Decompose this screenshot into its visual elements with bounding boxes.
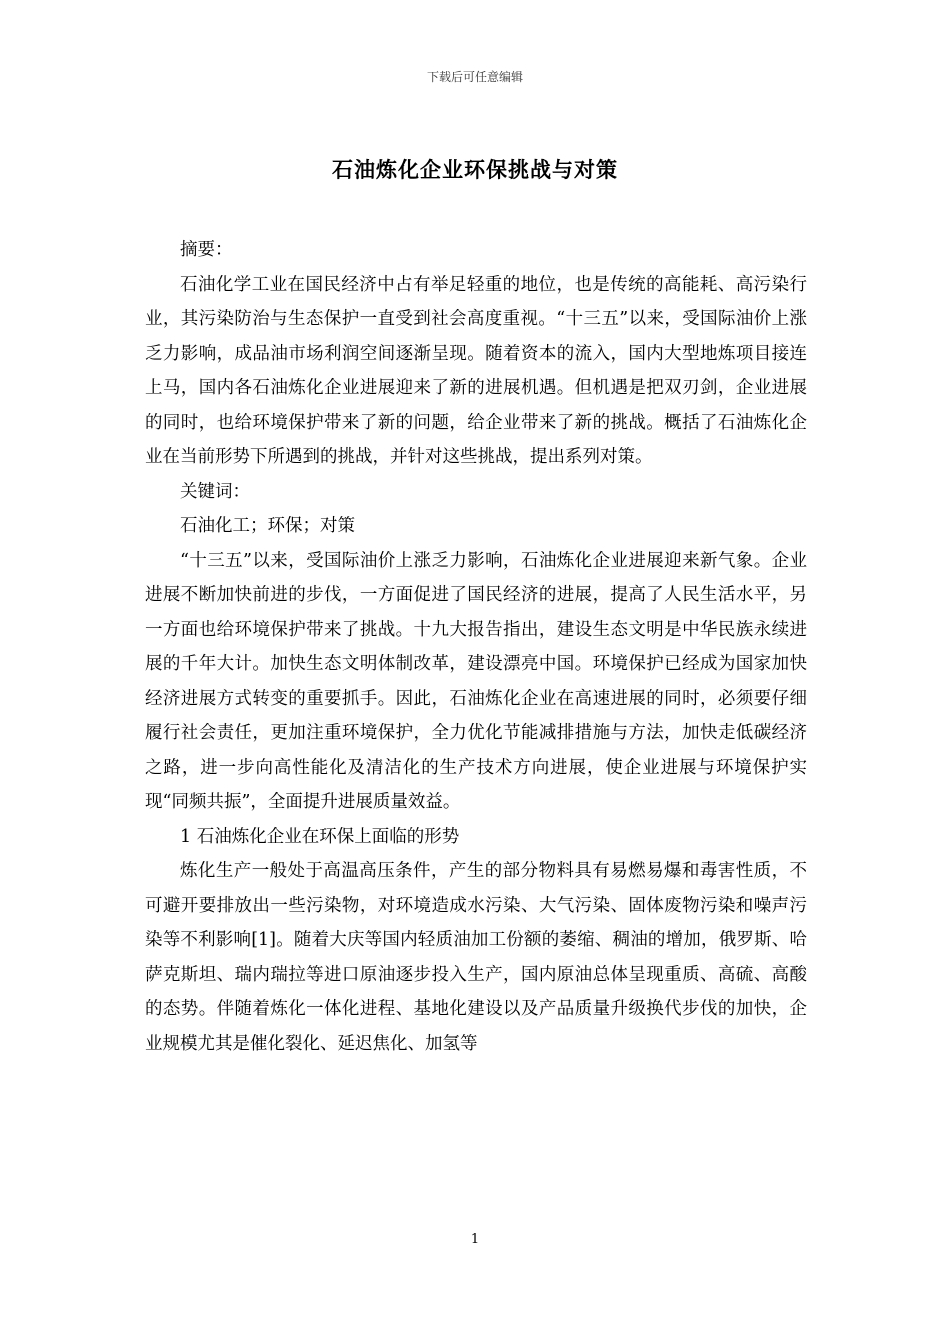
intro-paragraph: “十三五”以来，受国际油价上涨乏力影响，石油炼化企业进展迎来新气象。企业进展不断加快前进的步伐，一方面促进了国民经济的进展，提高了人民生活水平，另一方面也给环境保护带来了挑战。十九大报告指出，建设生态文明是中华民族永续进展的千年大计。加快生态文明体制改革，建设漂亮中国。环境保护已经成为国家加快经济进展方式转变的重要抓手。因此，石油炼化企业在高速进展的同时，必须要仔细履行社会责任，更加注重环境保护，全力优化节能减排措施与方法，加快走低碳经济之路，进一步向高性能化及清洁化的生产技术方向进展，使企业进展与环境保护实现“同频共振”，全面提升进展质量效益。	[145, 550, 807, 812]
section-paragraph: 炼化生产一般处于高温高压条件，产生的部分物料具有易燃易爆和毒害性质，不可避开要排放出一些污染物，对环境造成水污染、大气污染、固体废物污染和噪声污染等不利影响[1]。随着大庆等国内轻质油加工份额的萎缩、稠油的增加，俄罗斯、哈萨克斯坦、瑞内瑞拉等进口原油逐步投入生产，国内原油总体呈现重质、高硫、高酸的态势。伴随着炼化一体化进程、基地化建设以及产品质量升级换代步伐的加快，企业规模尤其是催化裂化、延迟焦化、加氢等	[145, 861, 807, 1054]
section-heading: 1 石油炼化企业在环保上面临的形势	[180, 826, 460, 847]
keywords-label: 关键词：	[180, 481, 250, 502]
keywords-paragraph: 石油化工；环保；对策	[180, 516, 355, 536]
abstract-paragraph: 石油化学工业在国民经济中占有举足轻重的地位，也是传统的高能耗、高污染行业，其污染防治与生态保护一直受到社会高度重视。“十三五”以来，受国际油价上涨乏力影响，成品油市场利润空间逐渐呈现。随着资本的流入，国内大型地炼项目接连上马，国内各石油炼化企业进展迎来了新的进展机遇。但机遇是把双刃剑，企业进展的同时，也给环境保护带来了新的问题，给企业带来了新的挑战。概括了石油炼化企业在当前形势下所遇到的挑战，并针对这些挑战，提出系列对策。	[145, 274, 807, 467]
header-note: 下载后可任意编辑	[426, 70, 523, 84]
document-body	[145, 233, 807, 1061]
document-title: 石油炼化企业环保挑战与对策	[332, 157, 618, 182]
page-number: 1	[470, 1232, 480, 1247]
abstract-label: 摘要：	[180, 240, 233, 260]
